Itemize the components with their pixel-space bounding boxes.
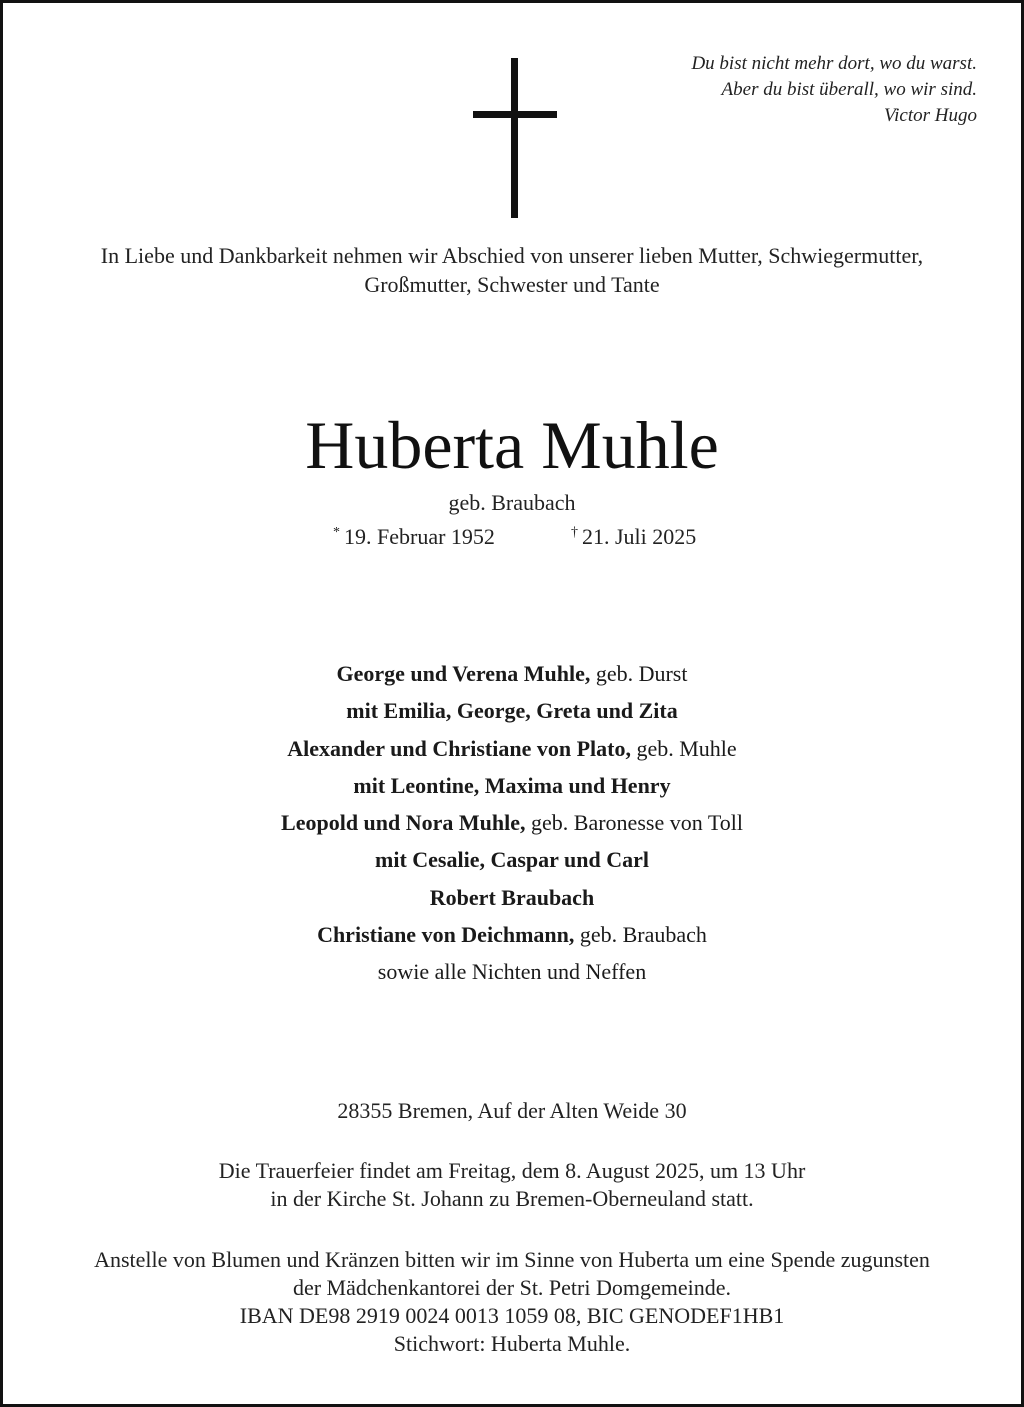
service-line-2: in der Kirche St. Johann zu Bremen-Oberneuland statt. [270, 1186, 754, 1211]
mourner-note: geb. Muhle [630, 735, 737, 761]
mourner-row [3, 879, 1021, 916]
quote-line-2: Aber du bist überall, wo wir sind. [721, 79, 977, 100]
mourner-name: mit Cesalie, Caspar und Carl [375, 847, 649, 873]
quote-author: Victor Hugo [883, 105, 977, 126]
donation-request [23, 1246, 1001, 1358]
intro-text [33, 241, 991, 299]
mourner-name: Robert Braubach [429, 884, 595, 910]
mourner-note: sowie alle Nichten und Neffen [377, 959, 647, 985]
mourner-name: mit Leontine, Maxima und Henry [353, 772, 671, 798]
intro-line-2: Großmutter, Schwester und Tante [364, 272, 660, 297]
donation-line-1: Anstelle von Blumen und Kränzen bitten wir im Sinne von Huberta um eine Spende zugunsten [94, 1247, 930, 1272]
mourner-row [3, 730, 1021, 767]
mourner-row [3, 916, 1021, 953]
service-line-1: Die Trauerfeier findet am Freitag, dem 8. August 2025, um 13 Uhr [218, 1158, 806, 1183]
deceased-name: Huberta Muhle [305, 407, 719, 483]
mourner-name: Christiane von Deichmann, [317, 922, 575, 948]
intro-line-1: In Liebe und Dankbarkeit nehmen wir Abschied von unserer lieben Mutter, Schwiegermutter, [100, 243, 924, 268]
mourner-name: Alexander und Christiane von Plato, [287, 735, 631, 761]
mourner-row [3, 767, 1021, 804]
birth-date [333, 518, 495, 552]
mourner-row [3, 692, 1021, 729]
mourner-row [3, 841, 1021, 878]
address-line: 28355 Bremen, Auf der Alten Weide 30 [337, 1098, 687, 1123]
death-dagger-icon: † [571, 525, 578, 540]
mourner-row [3, 804, 1021, 841]
donation-bank-details: IBAN DE98 2919 0024 0013 1059 08, BIC GENODEF1HB1 [239, 1303, 785, 1328]
birth-date-text: 19. Februar 1952 [344, 524, 495, 549]
funeral-service-info [23, 1157, 1001, 1213]
death-date [571, 518, 696, 552]
epigraph-quote [691, 51, 977, 129]
mourner-row [3, 655, 1021, 692]
mourners-list [3, 655, 1021, 991]
donation-keyword: Stichwort: Huberta Muhle. [393, 1331, 631, 1356]
cross-icon [473, 58, 557, 218]
mourner-name: Leopold und Nora Muhle, [281, 810, 526, 836]
mourner-row [3, 953, 1021, 990]
address [23, 1097, 1001, 1125]
mourner-note: geb. Baronesse von Toll [525, 810, 743, 836]
mourner-note: geb. Braubach [574, 922, 707, 948]
death-date-text: 21. Juli 2025 [582, 524, 697, 549]
donation-line-2: der Mädchenkantorei der St. Petri Domgemeinde. [292, 1275, 732, 1300]
quote-line-1: Du bist nicht mehr dort, wo du warst. [691, 53, 977, 74]
mourner-note: geb. Durst [590, 661, 688, 686]
mourner-name: mit Emilia, George, Greta und Zita [346, 698, 678, 724]
maiden-name: geb. Braubach [448, 490, 576, 515]
mourner-name: George und Verena Muhle, [336, 661, 591, 686]
birth-star-icon: * [333, 525, 340, 540]
